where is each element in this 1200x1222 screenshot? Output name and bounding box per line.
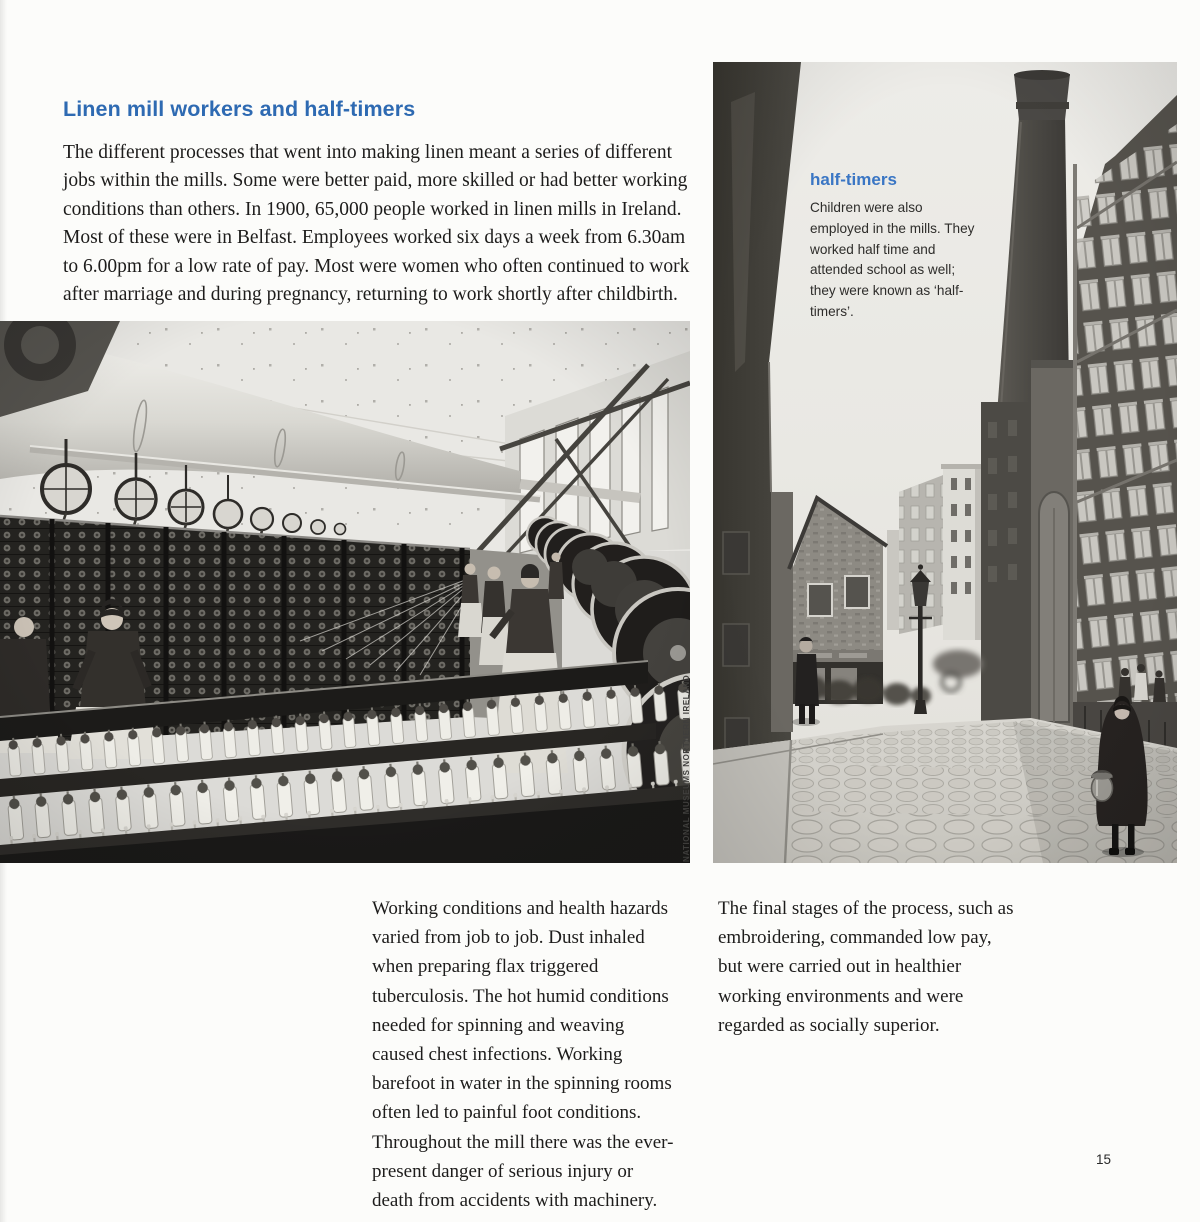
column-final-stages: The final stages of the process, such as embroidering, commanded low pay, but were carried out in healthier working environments and were regarded as socially superior.	[718, 898, 1014, 1036]
callout-body: Children were also employed in the mills. They worked half time and attended school as well; they were known as ‘half-timers’.	[810, 200, 975, 319]
intro-paragraph: The different processes that went into making linen meant a series of different jobs within the mills. Some were better paid, more skilled or had better working conditions than others. In 1900, 65,000 people worked in linen mills in Ireland. Most of these were in Belfast. Employees worked six days a week from 6.30am to 6.00pm for a low rate of pay. Most were women who often continued to work after marriage and during pregnancy, returning to work shortly after childbirth.	[63, 142, 690, 306]
column-working-conditions: Working conditions and health hazards varied from job to job. Dust inhaled when preparing flax triggered tuberculosis. The hot humid conditions needed for spinning and weaving caused chest infections. Working barefoot in water in the spinning rooms often led to painful foot conditions. Throughout the mill there was the ever-present danger of serious injury or death from accidents with machinery.	[372, 898, 674, 1212]
callout-title: half-timers	[810, 170, 897, 189]
mill-interior-illustration	[0, 321, 690, 863]
mill-interior-photo	[0, 321, 690, 863]
photo-credit	[682, 674, 709, 862]
page-number: 15	[1096, 1152, 1112, 1167]
photo-credit-text: NATIONAL MUSEUMS NORTHERN IRELAND	[682, 674, 691, 862]
half-timers-callout	[810, 170, 978, 323]
page-title: Linen mill workers and half-timers	[63, 97, 416, 121]
